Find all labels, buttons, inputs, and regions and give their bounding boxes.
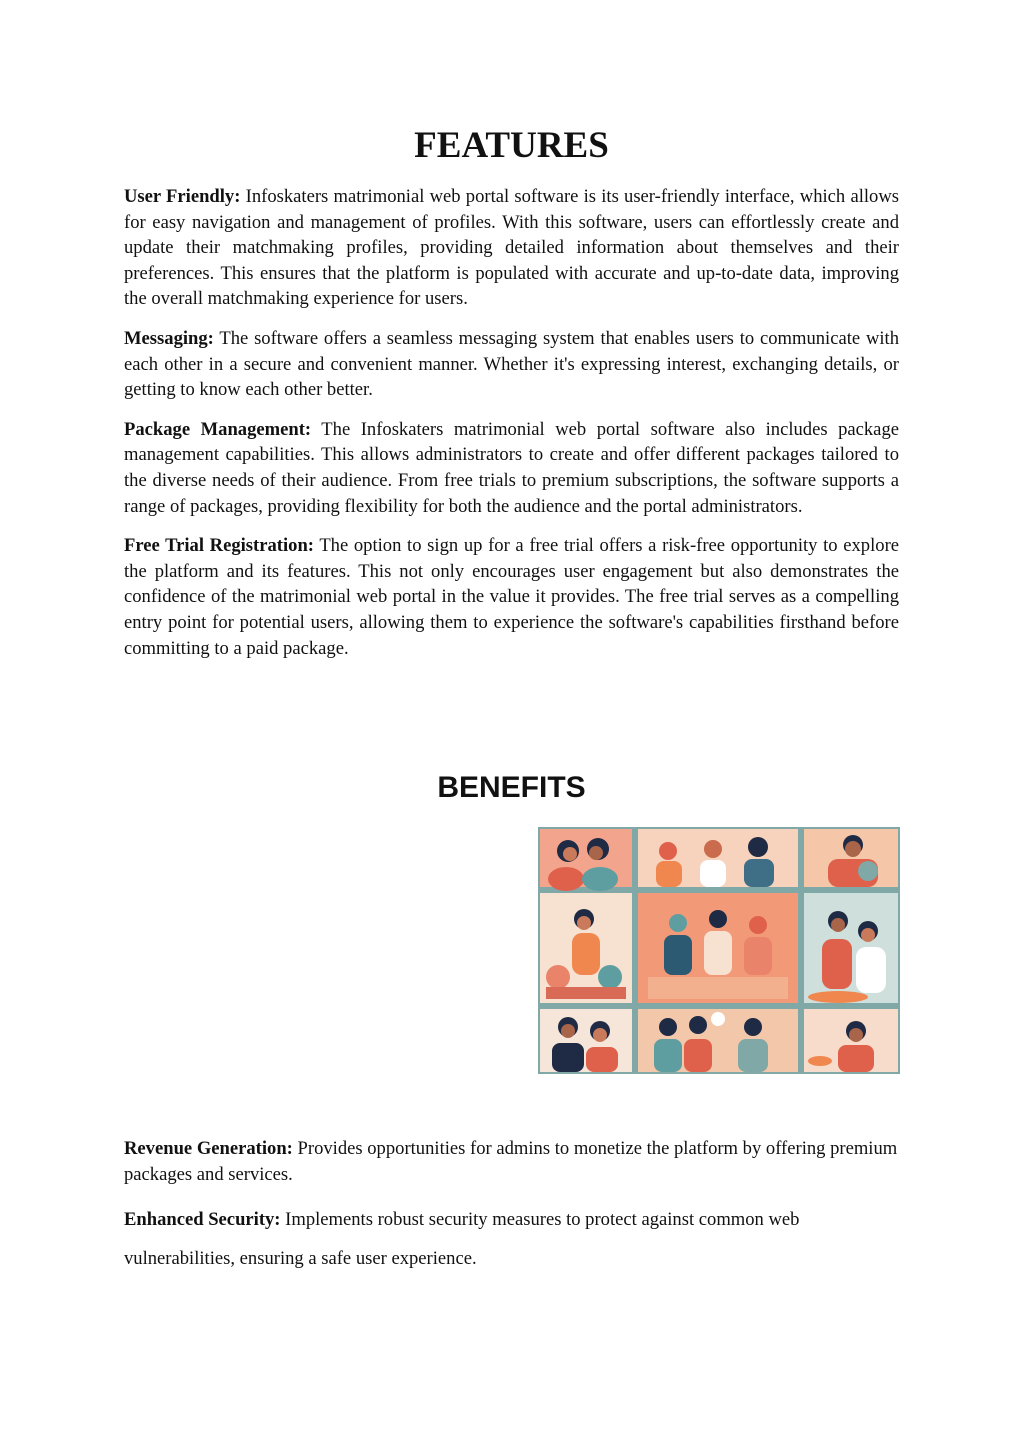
features-section: [124, 184, 899, 675]
feature-text: The Infoskaters matrimonial web portal software also includes package management capabilities. This allows administrators to create and offer different packages tailored to the diverse needs of their audience. From free trials to premium subscriptions, the software supports a range of packages, providing flexibility for both the audience and the portal administrators.: [124, 418, 899, 517]
benefit-text: Provides opportunities for admins to monetize the platform by offering premium packages and services.: [124, 1138, 898, 1185]
feature-text: The option to sign up for a free trial offers a risk-free opportunity to explore the platform and its features. This not only encourages user engagement but also demonstrates the confidence of the matrimonial web portal in the value it provides. The free trial serves as a compelling entry point for potential users, allowing them to experience the software's capabilities firsthand before committing to a paid package.: [124, 535, 900, 659]
benefits-section: [124, 1136, 899, 1292]
feature-text: Infoskaters matrimonial web portal software is its user-friendly interface, which allows for easy navigation and management of profiles. With this software, users can effortlessly create and update their matchmaking profiles, providing detailed information about themselves and their preferences. This ensures that the platform is populated with accurate and up-to-date data, improving the overall matchmaking experience for users.: [124, 186, 899, 310]
benefit-revenue-generation: [124, 1136, 899, 1187]
feature-label: Messaging:: [124, 327, 214, 349]
feature-package-management: [124, 417, 899, 519]
feature-label: Free Trial Registration:: [124, 535, 314, 557]
feature-label: User Friendly:: [124, 186, 241, 207]
feature-user-friendly: [124, 184, 899, 312]
benefit-label: Enhanced Security:: [124, 1209, 281, 1231]
features-heading: FEATURES: [414, 125, 609, 166]
benefit-enhanced-security: [124, 1201, 899, 1278]
benefit-text: Implements robust security measures to protect against common web vulnerabilities, ensuring a safe user experience.: [124, 1209, 800, 1269]
feature-text: The software offers a seamless messaging system that enables users to communicate with each other in a secure and convenient manner. Whether it's expressing interest, exchanging details, or getting to know each other better.: [124, 327, 900, 401]
feature-messaging: [124, 326, 899, 403]
benefits-heading: BENEFITS: [437, 771, 586, 804]
feature-label: Package Management:: [124, 418, 312, 440]
feature-free-trial: [124, 533, 899, 661]
benefit-label: Revenue Generation:: [124, 1138, 293, 1159]
couples-illustration: [538, 827, 900, 1074]
